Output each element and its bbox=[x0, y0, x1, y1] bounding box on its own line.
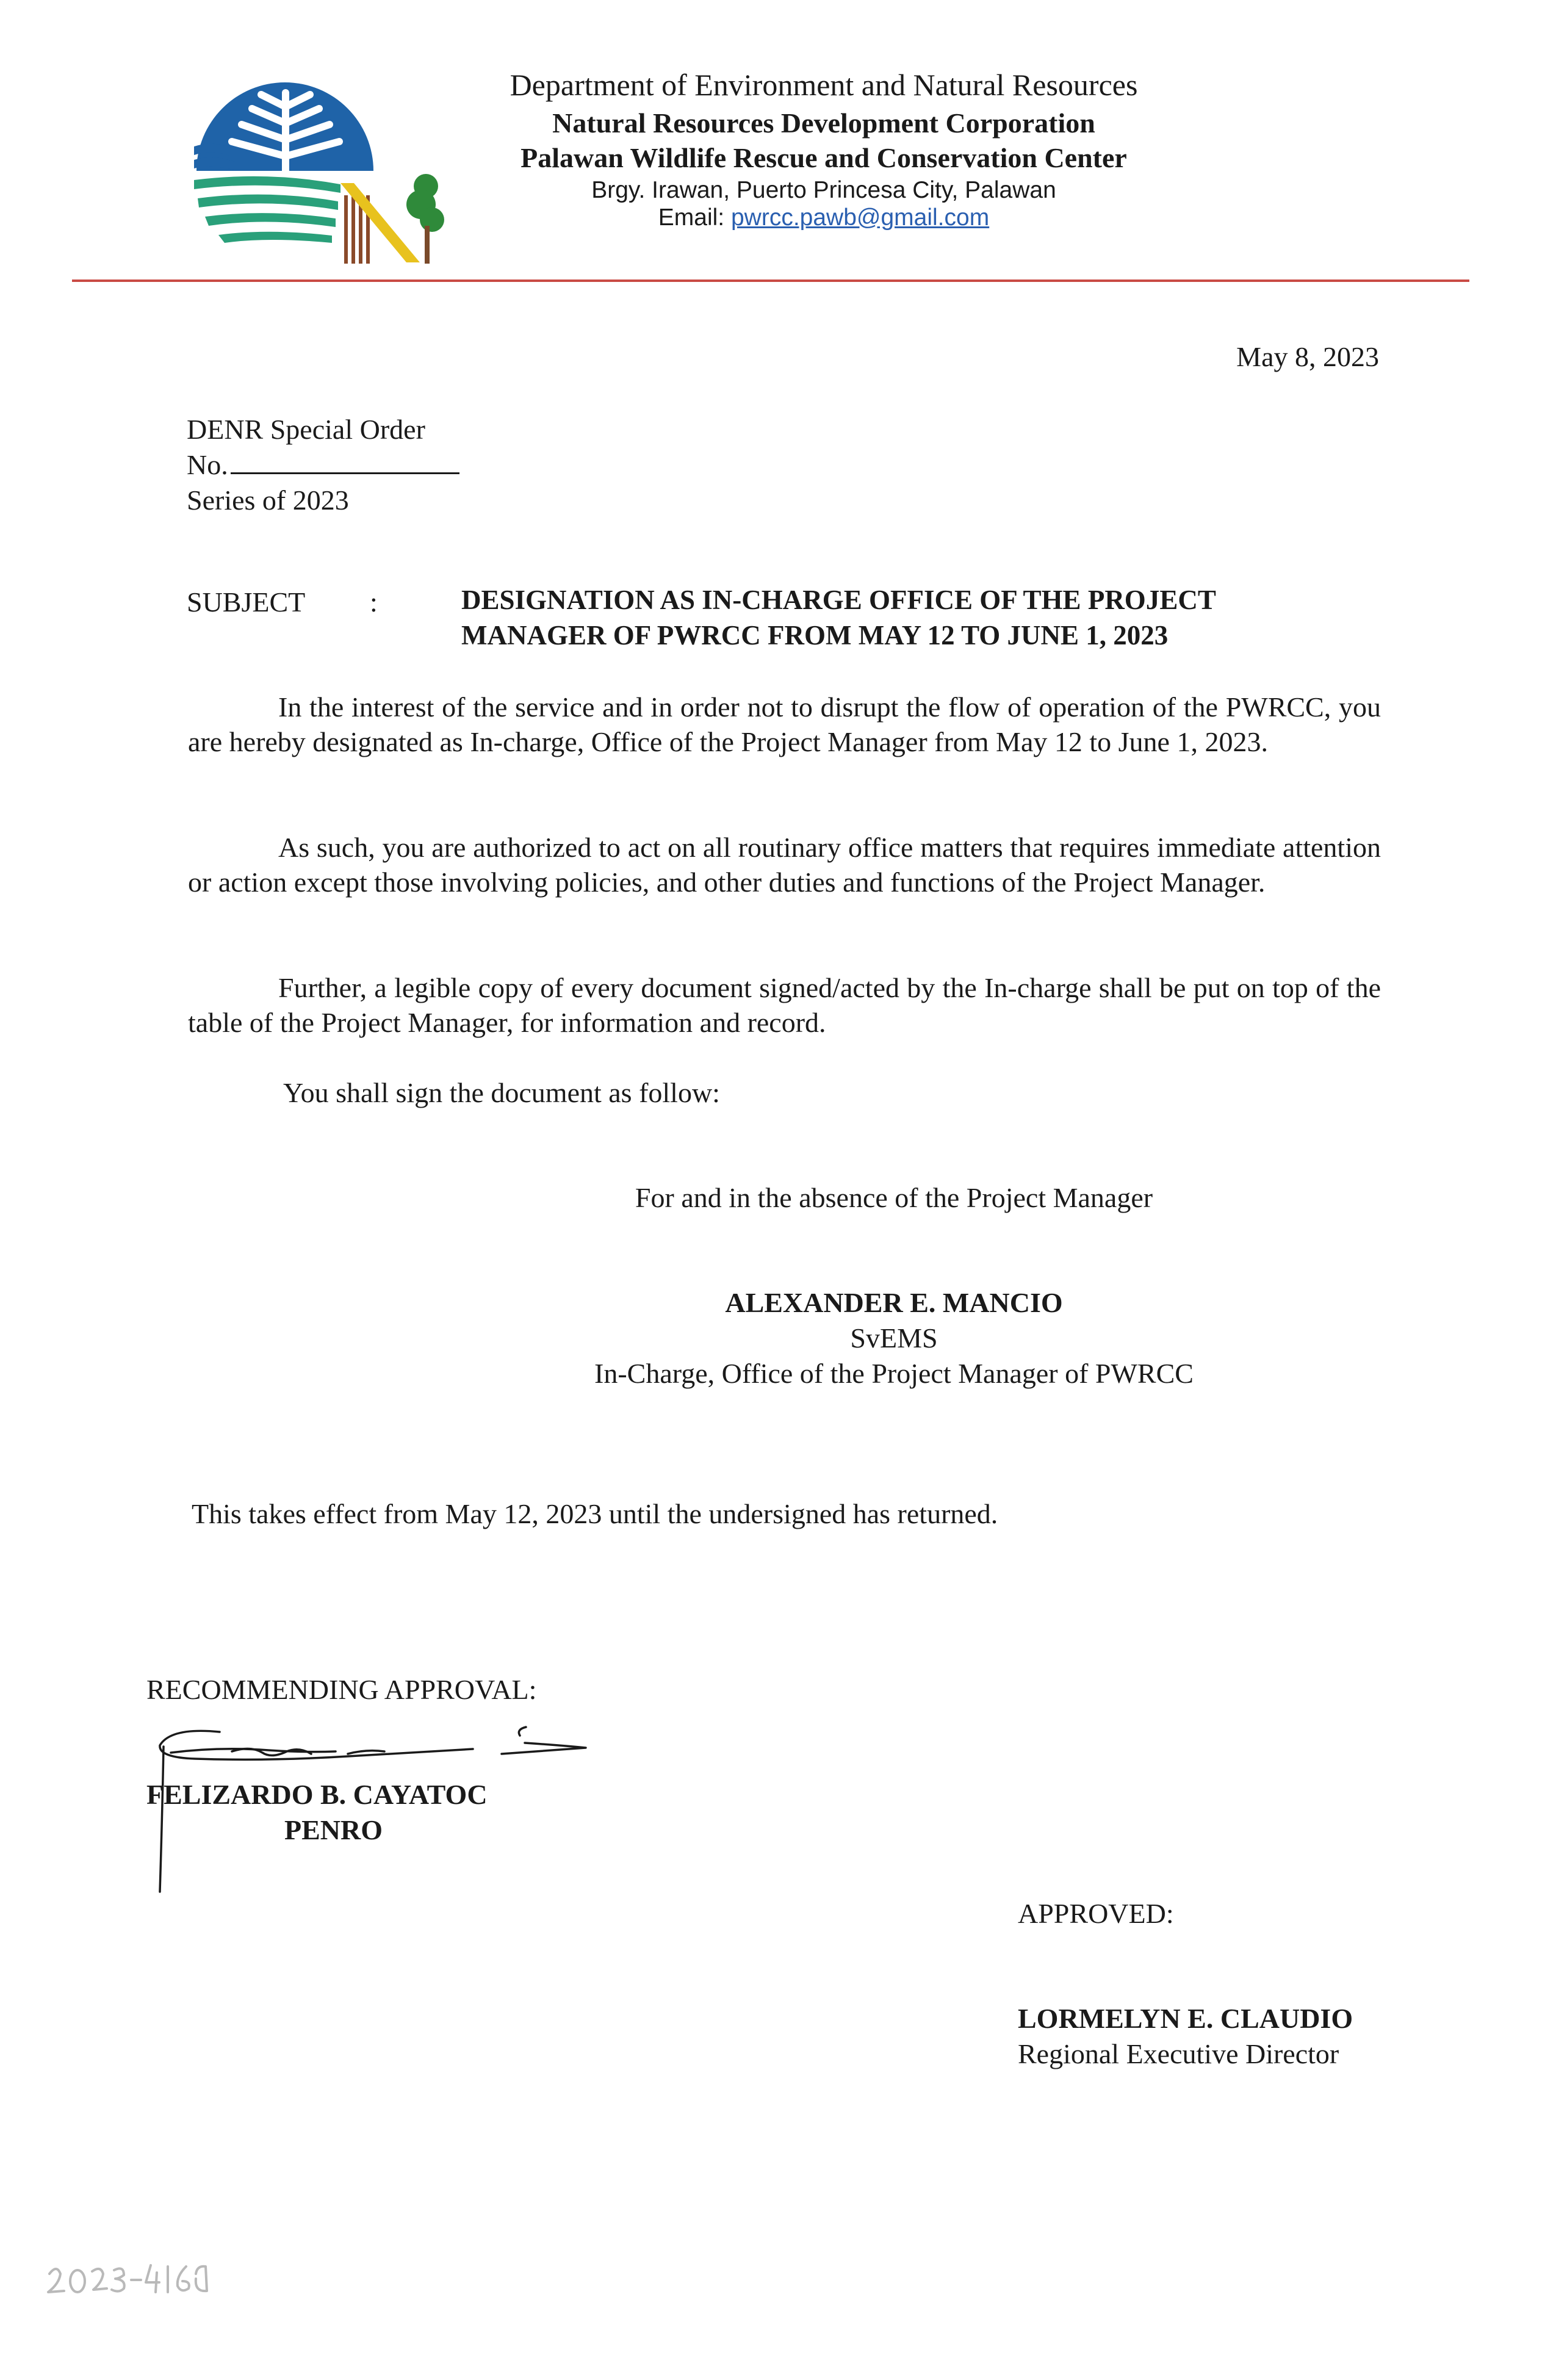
letterhead-center: Palawan Wildlife Rescue and Conservation Center bbox=[520, 142, 1127, 173]
recommending-officer-title: PENRO bbox=[284, 1814, 383, 1845]
approving-officer-title: Regional Executive Director bbox=[1018, 2038, 1339, 2069]
body-paragraph-4: You shall sign the document as follow: bbox=[283, 1077, 720, 1108]
designee-title: SvEMS bbox=[850, 1322, 938, 1354]
designee-name: ALEXANDER E. MANCIO bbox=[725, 1287, 1063, 1318]
letterhead-department: Department of Environment and Natural Resources bbox=[510, 68, 1138, 102]
body-paragraph-2: As such, you are authorized to act on all routinary office matters that requires immediate attention or action except those involving policies, and other duties and functions of the Project Manager. bbox=[188, 832, 1381, 898]
header-divider bbox=[72, 279, 1469, 282]
subject-text bbox=[461, 582, 1438, 653]
effectivity-statement: This takes effect from May 12, 2023 until the undersigned has returned. bbox=[192, 1498, 998, 1529]
number-label: No. bbox=[187, 449, 228, 480]
number-blank-line bbox=[231, 452, 459, 474]
email-label: Email: bbox=[658, 204, 725, 231]
special-order-title: DENR Special Order bbox=[187, 414, 425, 445]
denr-logo-icon bbox=[194, 79, 444, 275]
approved-label: APPROVED: bbox=[1018, 1898, 1174, 1929]
letterhead-corporation: Natural Resources Development Corporation bbox=[552, 107, 1095, 139]
letterhead-address: Brgy. Irawan, Puerto Princesa City, Palawan bbox=[591, 177, 1056, 203]
recommending-officer-name: FELIZARDO B. CAYATOC bbox=[146, 1779, 488, 1810]
subject-colon: : bbox=[370, 586, 378, 618]
subject-label: SUBJECT bbox=[187, 586, 306, 618]
approving-officer-name: LORMELYN E. CLAUDIO bbox=[1018, 2003, 1353, 2034]
absence-line: For and in the absence of the Project Manager bbox=[635, 1182, 1153, 1213]
handwritten-signature bbox=[146, 1709, 622, 1935]
special-order-number bbox=[187, 447, 459, 483]
designee-position: In-Charge, Office of the Project Manager of PWRCC bbox=[594, 1358, 1194, 1389]
document-date: May 8, 2023 bbox=[1236, 341, 1379, 372]
subject-line-2: MANAGER OF PWRCC FROM MAY 12 TO JUNE 1, 2023 bbox=[461, 620, 1169, 651]
special-order-series: Series of 2023 bbox=[187, 485, 349, 516]
email-link[interactable]: pwrcc.pawb@gmail.com bbox=[730, 204, 990, 231]
letterhead-email-line bbox=[427, 204, 1220, 231]
subject-line-1: DESIGNATION AS IN-CHARGE OFFICE OF THE PROJECT bbox=[461, 585, 1216, 615]
body-paragraph-3: Further, a legible copy of every document signed/acted by the In-charge shall be put on top of the table of the Project Manager, for information and record. bbox=[188, 972, 1381, 1038]
body-paragraph-1: In the interest of the service and in order not to disrupt the flow of operation of the PWRCC, you are hereby designated as In-charge, Office of the Project Manager from May 12 to June 1, 2023. bbox=[188, 691, 1381, 757]
handwritten-reference-number bbox=[46, 2252, 223, 2301]
recommending-approval-label: RECOMMENDING APPROVAL: bbox=[146, 1674, 537, 1705]
